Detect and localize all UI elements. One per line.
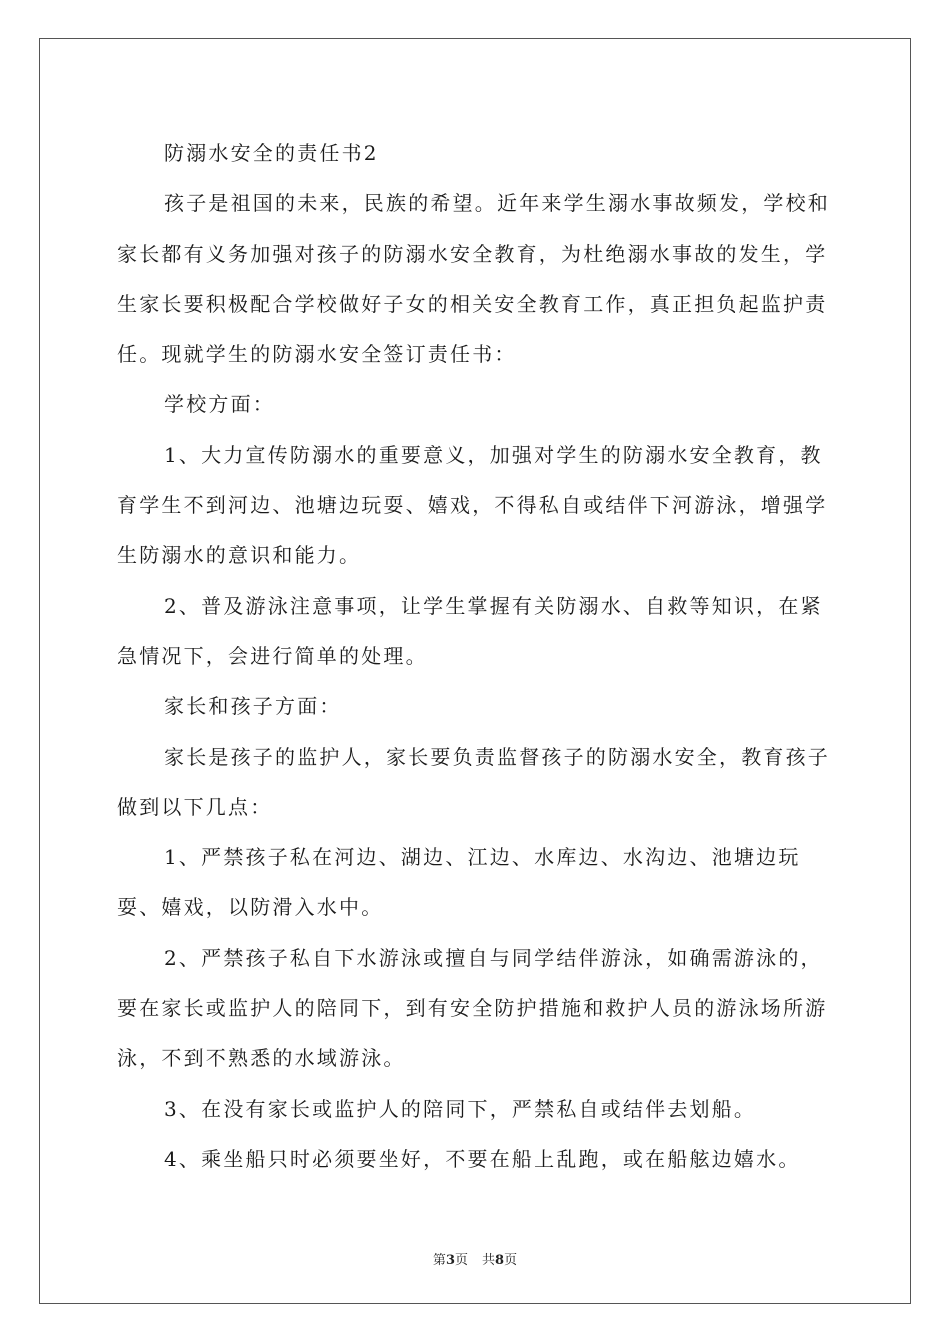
page-suffix: 页 bbox=[454, 1253, 468, 1268]
parents-item-3: 3、在没有家长或监护人的陪同下，严禁私自或结伴去划船。 bbox=[164, 1096, 757, 1121]
section-heading-parents: 家长和孩子方面： bbox=[164, 694, 342, 719]
page-prefix: 第 bbox=[432, 1253, 446, 1268]
document-title: 防溺水安全的责任书2 bbox=[164, 141, 379, 165]
school-item-1: 1、大力宣传防溺水的重要意义，加强对学生的防溺水安全教育，教育学生不到河边、池塘边玩耍、嬉戏，不得私自或结伴下河游泳，增强学生防溺水的意识和能力。 bbox=[117, 442, 828, 568]
total-suffix: 页 bbox=[504, 1253, 518, 1268]
parents-item-4: 4、乘坐船只时必须要坐好，不要在船上乱跑，或在船舷边嬉水。 bbox=[164, 1146, 801, 1171]
intro-paragraph: 孩子是祖国的未来，民族的希望。近年来学生溺水事故频发，学校和家长都有义务加强对孩子的防溺水安全教育，为杜绝溺水事故的发生，学生家长要积极配合学校做好子女的相关安全教育工作，真正担负起监护责任。现就学生的防溺水安全签订责任书： bbox=[117, 191, 830, 367]
document-body bbox=[117, 128, 835, 1184]
parents-item-1: 1、严禁孩子私在河边、湖边、江边、水库边、水沟边、池塘边玩耍、嬉戏，以防滑入水中。 bbox=[117, 845, 801, 920]
total-prefix: 共 bbox=[482, 1253, 496, 1268]
parents-item-2: 2、严禁孩子私自下水游泳或擅自与同学结伴游泳，如确需游泳的，要在家长或监护人的陪同下，到有安全防护措施和救护人员的游泳场所游泳，不到不熟悉的水域游泳。 bbox=[117, 945, 828, 1071]
school-item-2: 2、普及游泳注意事项，让学生掌握有关防溺水、自救等知识，在紧急情况下，会进行简单的处理。 bbox=[117, 593, 823, 668]
section-heading-school: 学校方面： bbox=[164, 392, 275, 417]
total-pages: 8 bbox=[495, 1253, 505, 1268]
page-number: 3 bbox=[445, 1253, 455, 1268]
parents-intro-paragraph: 家长是孩子的监护人，家长要负责监督孩子的防溺水安全，教育孩子做到以下几点： bbox=[117, 744, 830, 819]
page-footer bbox=[0, 1249, 950, 1268]
